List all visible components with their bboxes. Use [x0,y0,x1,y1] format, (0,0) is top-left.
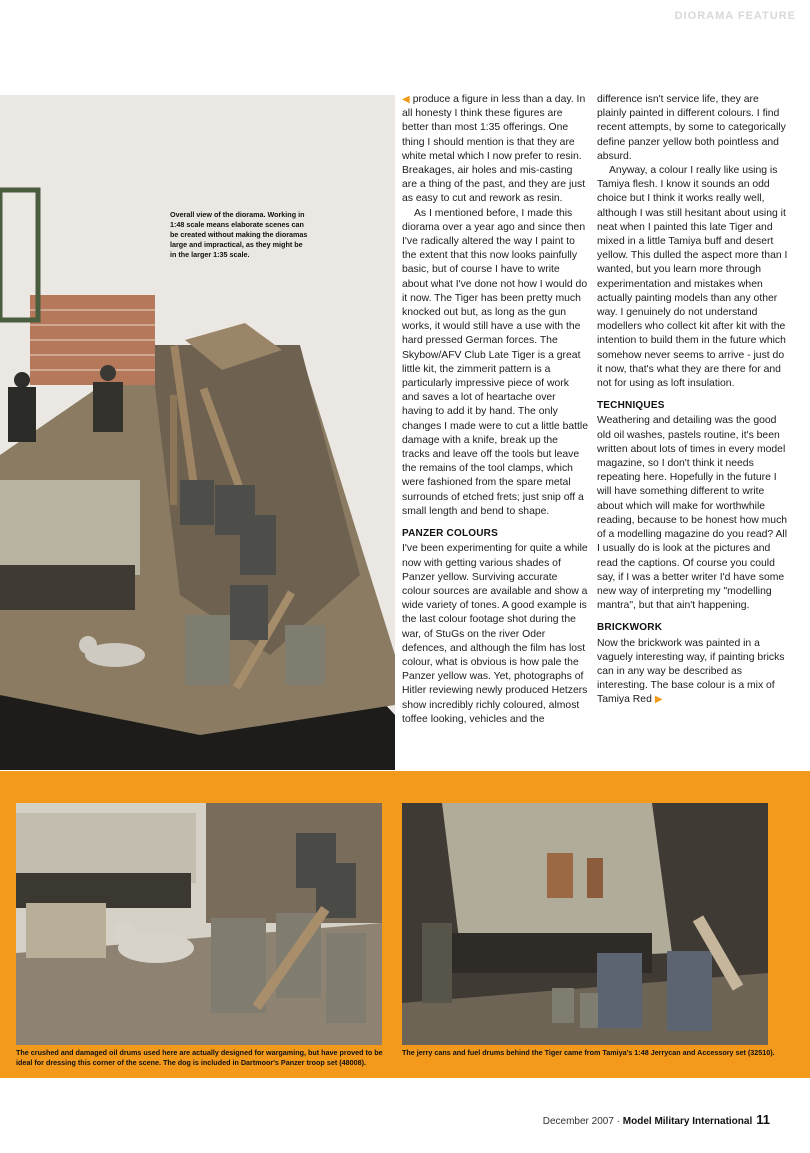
paragraph: difference isn't service life, they are plainly painted in different colours. I find recent attempts, by some to categorically define panzer yellow both pointless and absurd. [597,94,786,162]
article-column-1 [402,93,588,727]
main-diorama-photo [0,95,395,770]
page-header [0,0,810,34]
jerry-cans-illustration [402,803,768,1045]
continue-arrow-icon: ▶ [654,694,663,706]
oil-drums-illustration [16,803,382,1045]
jerry-cans-caption: The jerry cans and fuel drums behind the Tiger came from Tamiya's 1:48 Jerrycan and Accessory set (32510). [402,1048,775,1057]
page-footer [543,1112,770,1127]
oil-drums-caption: The crushed and damaged oil drums used here are actually designed for wargaming, but have proved to be ideal for dressing this corner of the scene. The dog is included in Dartmoor's Panzer troop set (48008). [16,1048,383,1067]
section-label: DIORAMA FEATURE [674,10,796,22]
subheading-techniques: TECHNIQUES [597,400,665,412]
issue-date: December 2007 · [542,1116,623,1127]
jerry-cans-photo [402,803,768,1045]
diorama-illustration [0,95,395,770]
subheading-brickwork: BRICKWORK [597,622,663,634]
paragraph: ◀ produce a figure in less than a day. In all honesty I think these figures are better than most 1:35 offerings. One thing I should mention is that they are white metal which I now prefer to resin. Breakages, air holes and mis-casting are a thing of the past, and they are just as easy to cut and rework as resin. [402,94,586,205]
article-column-2 [597,93,789,708]
continued-arrow-icon: ◀ [402,94,410,105]
paragraph: As I mentioned before, I made this diorama over a year ago and since then I've radically altered the way I paint to the extent that this now looks painfully basic, but of course I have to write about what I've done not how I would do it now. The Tiger has been pretty much knocked out but, as long as the gun works, it would still have a use with the hard pressed German forces. The Skybow/AFV Club Late Tiger is a great little kit, the zimmerit pattern is a particularly impressive piece of work and saves a lot of heartache over having to add it by hand. The only changes I made were to cut a little battle damage with a knife, break up the tracks and leave off the tools but leave the remains of the tool clamps, which were fashioned from the spare metal surrounds of etched frets; just snip off a small length and bend to shape. [402,207,588,517]
magazine-title: Model Military International [622,1116,753,1127]
subheading-panzer-colours: PANZER COLOURS [402,528,498,540]
paragraph: I've been experimenting for quite a while now with getting various shades of Panzer yellow. Surviving accurate colour sources are available and show a wide variety of tones. A good example is the last colour footage shot during the war, of StuGs on the river Oder defences, and although the film has lost colour, what is obvious is how pale the Panzer yellow was. Yet, photographs of Hitler reviewing newly produced Hetzers show incredibly richly coloured, almost toffee looking, vehicles and the [402,543,588,725]
oil-drums-photo [16,803,382,1045]
paragraph: Anyway, a colour I really like using is Tamiya flesh. I know it sounds an odd choice but I think it works really well, although I was still hesitant about using it neat when I painted this late Tiger and mixed in a little Tamiya buff and desert yellow. This dulled the aspect more than I wanted, but you learn more through experimentation and mistakes when actually painting models than any other way. I genuinely do not understand modellers who collect kit after kit with the intention to build them in the future which somehow never seems to arrive - just do it now, that's what they are there for and not for using as loft insulation. [597,165,788,390]
paragraph: Now the brickwork was painted in a vaguely interesting way, if painting bricks can in any way be described as interesting. The base colour is a mix of Tamiya Red ▶ [597,637,785,706]
main-photo-caption: Overall view of the diorama. Working in 1:48 scale means elaborate scenes can be created without making the dioramas large and impractical, as they might be in the larger 1:35 scale. [170,210,308,259]
page-number: 11 [756,1112,770,1127]
paragraph: Weathering and detailing was the good old oil washes, pastels routine, it's been written about lots of times in every model magazine, so I don't think it needs repeating here. Hopefully in the future I will have something different to write about which will make for worthwhile reading, because to be honest how much of a modelling magazine do you read? All I usually do is look at the pictures and read the captions. Of course you could say, if I was a better writer I'd have some new way of interpreting my "modelling mantra", but that ain't happening. [597,415,788,612]
